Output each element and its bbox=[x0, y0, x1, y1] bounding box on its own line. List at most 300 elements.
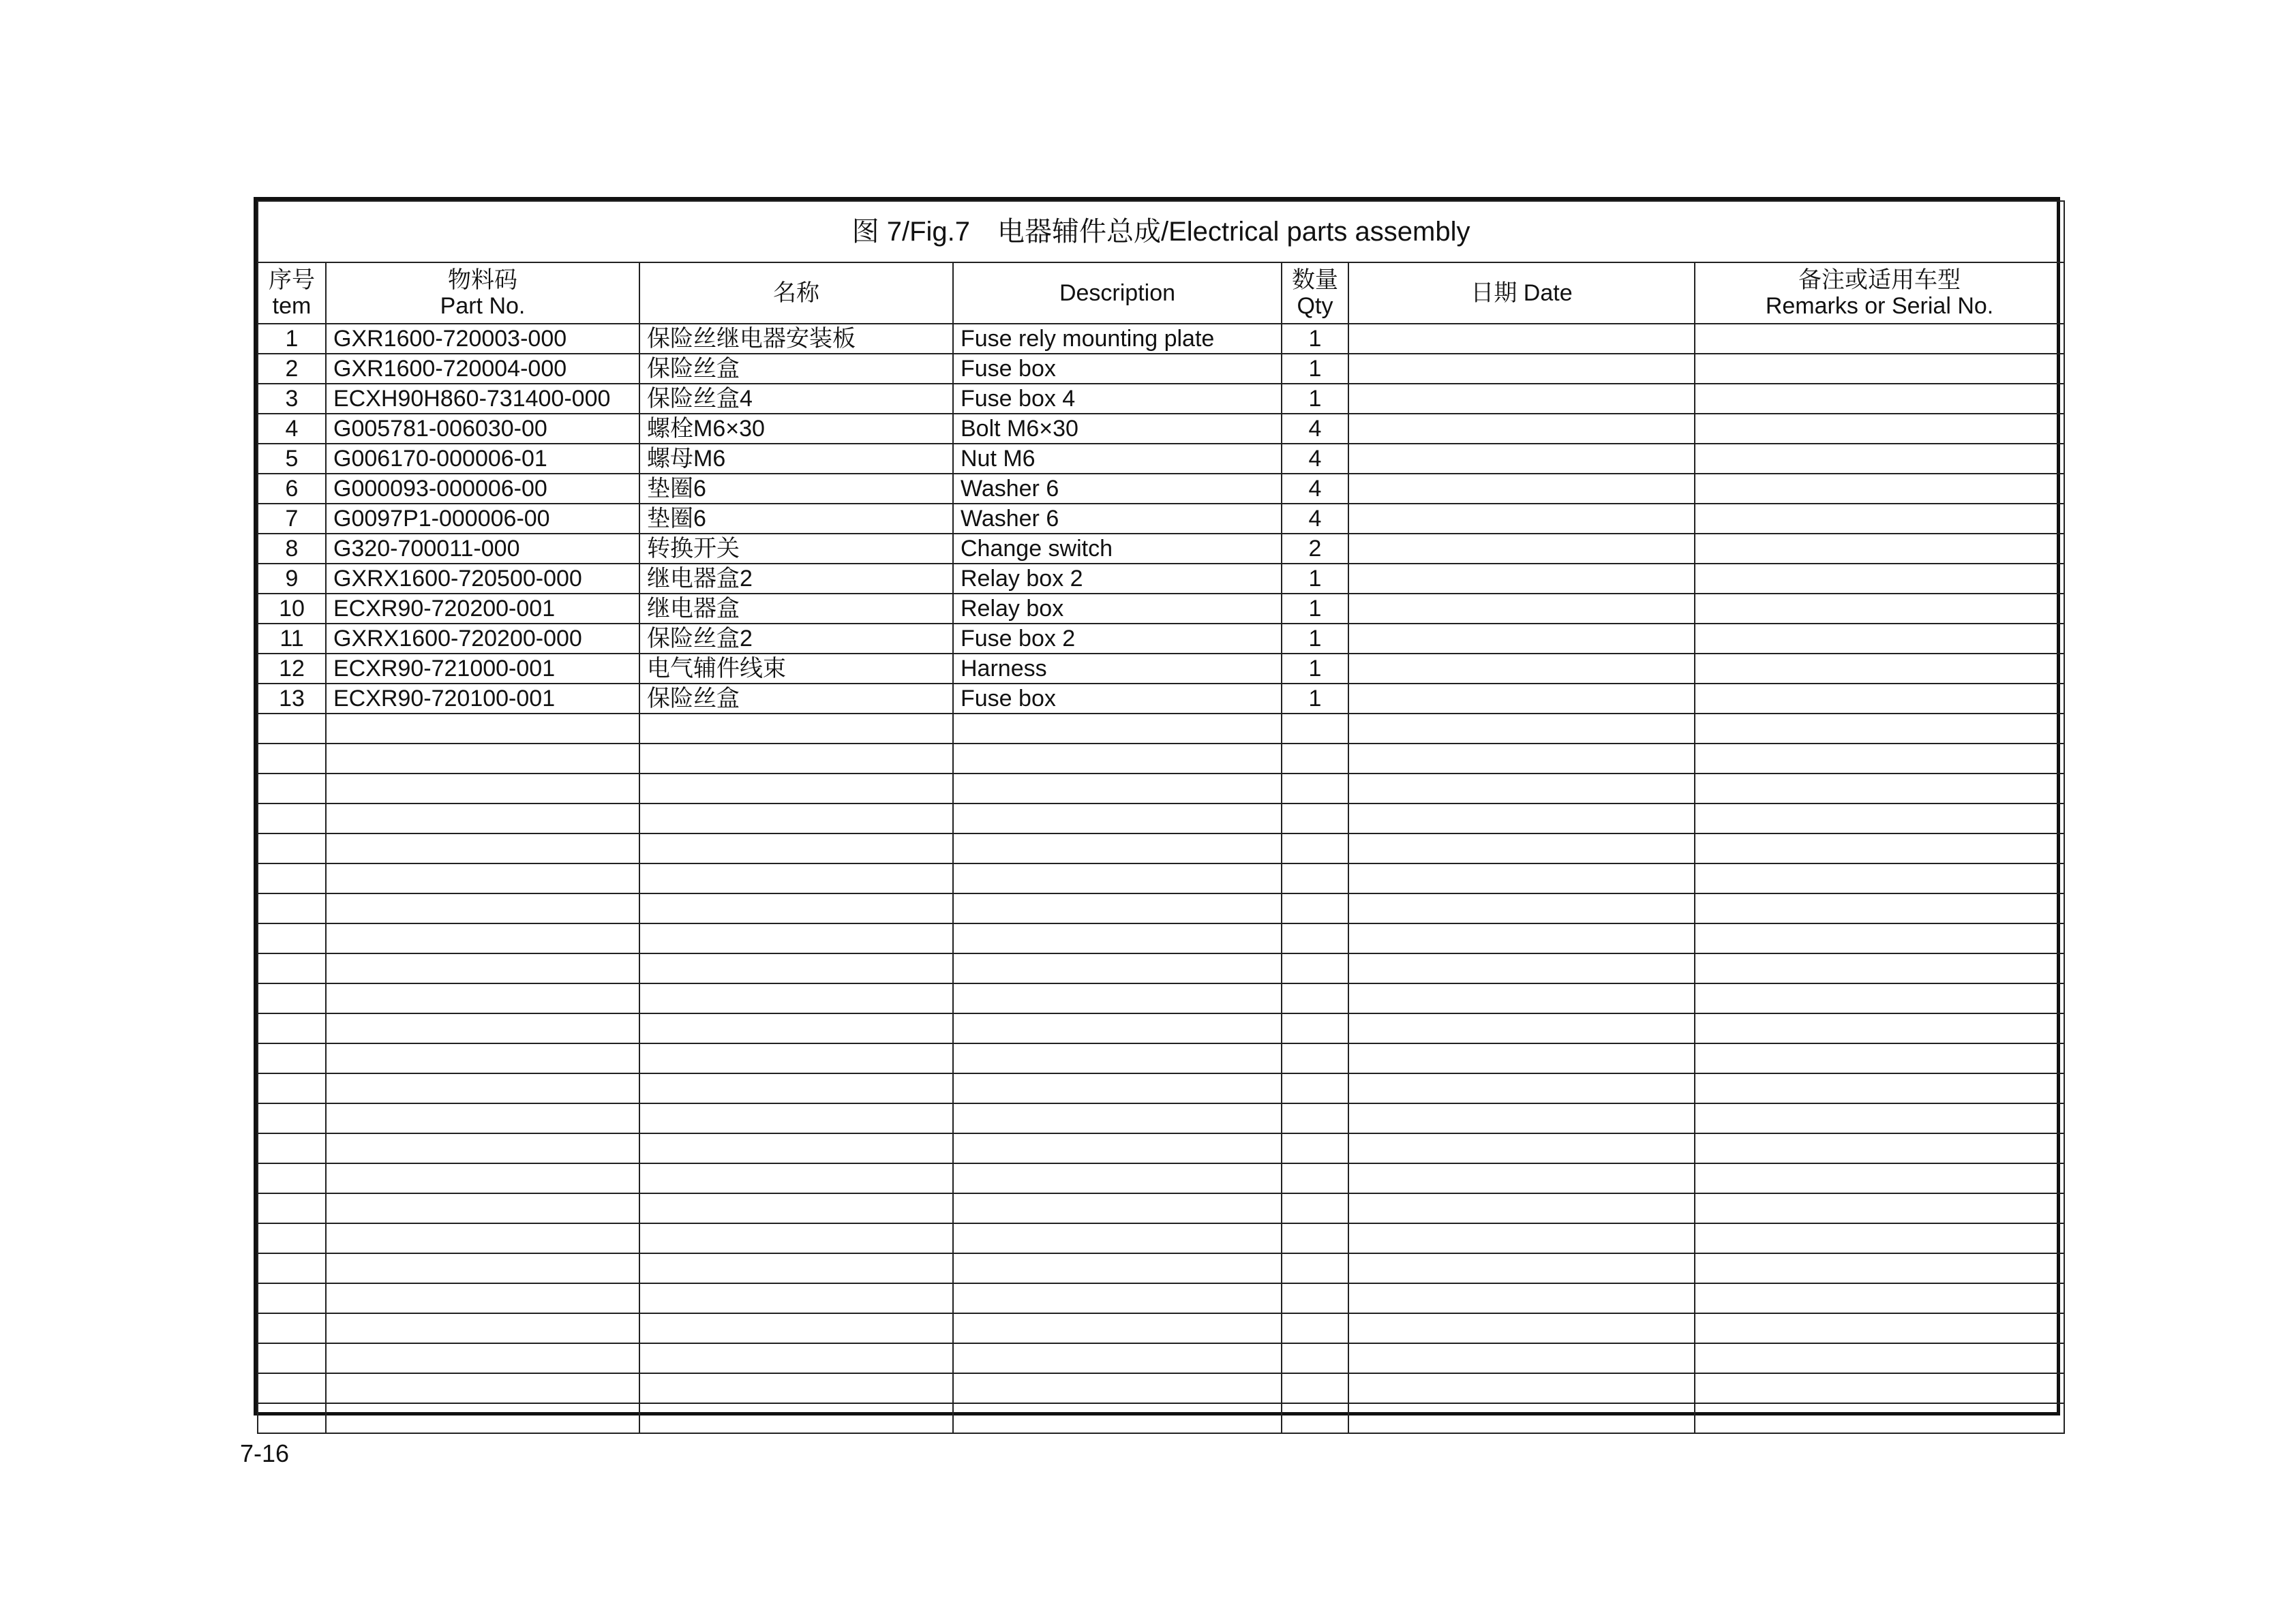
table-row bbox=[258, 1073, 2064, 1103]
cell-part-no: ECXR90-721000-001 bbox=[326, 654, 639, 684]
cell-date bbox=[1348, 1043, 1695, 1073]
cell-description bbox=[953, 1343, 1282, 1373]
cell-part-no bbox=[326, 714, 639, 744]
cell-remarks bbox=[1695, 1193, 2064, 1223]
cell-part-no: GXRX1600-720500-000 bbox=[326, 564, 639, 594]
cell-qty: 2 bbox=[1282, 534, 1348, 564]
cell-part-no: G000093-000006-00 bbox=[326, 474, 639, 504]
cell-date bbox=[1348, 953, 1695, 983]
cell-remarks bbox=[1695, 534, 2064, 564]
cell-name bbox=[639, 1103, 953, 1133]
table-row bbox=[258, 744, 2064, 774]
cell-description: Relay box bbox=[953, 594, 1282, 624]
cell-remarks bbox=[1695, 654, 2064, 684]
cell-description: Bolt M6×30 bbox=[953, 414, 1282, 444]
header-date bbox=[1348, 262, 1695, 324]
header-date-label: 日期 Date bbox=[1470, 280, 1573, 306]
table-row bbox=[258, 1403, 2064, 1433]
cell-date bbox=[1348, 504, 1695, 534]
cell-qty bbox=[1282, 804, 1348, 833]
cell-name bbox=[639, 1073, 953, 1103]
cell-date bbox=[1348, 1283, 1695, 1313]
cell-item bbox=[258, 953, 326, 983]
cell-name bbox=[639, 1013, 953, 1043]
cell-item bbox=[258, 1073, 326, 1103]
cell-description: Fuse rely mounting plate bbox=[953, 324, 1282, 354]
table-row bbox=[258, 1283, 2064, 1313]
cell-name bbox=[639, 774, 953, 804]
cell-part-no bbox=[326, 1043, 639, 1073]
cell-name: 保险丝盒2 bbox=[639, 624, 953, 654]
cell-qty bbox=[1282, 1013, 1348, 1043]
cell-name: 继电器盒 bbox=[639, 594, 953, 624]
cell-qty: 1 bbox=[1282, 594, 1348, 624]
cell-date bbox=[1348, 983, 1695, 1013]
cell-name: 保险丝盒 bbox=[639, 684, 953, 714]
table-row bbox=[258, 1193, 2064, 1223]
table-header-row bbox=[258, 262, 2064, 324]
table-row bbox=[258, 1133, 2064, 1163]
cell-date bbox=[1348, 863, 1695, 893]
cell-name bbox=[639, 953, 953, 983]
cell-item bbox=[258, 863, 326, 893]
cell-qty bbox=[1282, 1043, 1348, 1073]
table-title-row bbox=[258, 201, 2064, 262]
parts-list-table bbox=[257, 200, 2065, 1434]
cell-remarks bbox=[1695, 1073, 2064, 1103]
cell-name: 保险丝盒 bbox=[639, 354, 953, 384]
table-row bbox=[258, 1313, 2064, 1343]
cell-description: Harness bbox=[953, 654, 1282, 684]
cell-remarks bbox=[1695, 833, 2064, 863]
cell-name: 保险丝盒4 bbox=[639, 384, 953, 414]
cell-part-no bbox=[326, 1133, 639, 1163]
cell-description: Fuse box bbox=[953, 354, 1282, 384]
table-row bbox=[258, 624, 2064, 654]
table-row bbox=[258, 324, 2064, 354]
header-part-no bbox=[326, 262, 639, 324]
cell-item: 2 bbox=[258, 354, 326, 384]
cell-remarks bbox=[1695, 863, 2064, 893]
cell-date bbox=[1348, 654, 1695, 684]
header-name bbox=[639, 262, 953, 324]
cell-name bbox=[639, 833, 953, 863]
cell-remarks bbox=[1695, 1283, 2064, 1313]
cell-item bbox=[258, 714, 326, 744]
cell-name bbox=[639, 1223, 953, 1253]
cell-date bbox=[1348, 1133, 1695, 1163]
cell-item bbox=[258, 1103, 326, 1133]
cell-description: Washer 6 bbox=[953, 504, 1282, 534]
cell-remarks bbox=[1695, 804, 2064, 833]
cell-item: 3 bbox=[258, 384, 326, 414]
cell-item bbox=[258, 923, 326, 953]
cell-qty: 1 bbox=[1282, 564, 1348, 594]
cell-remarks bbox=[1695, 983, 2064, 1013]
cell-date bbox=[1348, 833, 1695, 863]
cell-remarks bbox=[1695, 444, 2064, 474]
table-row bbox=[258, 444, 2064, 474]
cell-date bbox=[1348, 594, 1695, 624]
cell-item: 4 bbox=[258, 414, 326, 444]
cell-remarks bbox=[1695, 1163, 2064, 1193]
cell-date bbox=[1348, 1343, 1695, 1373]
cell-date bbox=[1348, 474, 1695, 504]
cell-date bbox=[1348, 714, 1695, 744]
cell-name: 螺栓M6×30 bbox=[639, 414, 953, 444]
cell-remarks bbox=[1695, 714, 2064, 744]
cell-qty bbox=[1282, 1133, 1348, 1163]
cell-remarks bbox=[1695, 893, 2064, 923]
cell-remarks bbox=[1695, 1103, 2064, 1133]
cell-remarks bbox=[1695, 324, 2064, 354]
cell-part-no: GXR1600-720003-000 bbox=[326, 324, 639, 354]
cell-description bbox=[953, 893, 1282, 923]
cell-qty bbox=[1282, 1103, 1348, 1133]
cell-date bbox=[1348, 1223, 1695, 1253]
cell-remarks bbox=[1695, 1133, 2064, 1163]
cell-part-no bbox=[326, 774, 639, 804]
cell-remarks bbox=[1695, 1223, 2064, 1253]
table-row bbox=[258, 863, 2064, 893]
cell-remarks bbox=[1695, 1043, 2064, 1073]
cell-part-no bbox=[326, 1403, 639, 1433]
cell-name bbox=[639, 923, 953, 953]
cell-date bbox=[1348, 534, 1695, 564]
cell-date bbox=[1348, 804, 1695, 833]
cell-part-no bbox=[326, 1283, 639, 1313]
cell-part-no: GXRX1600-720200-000 bbox=[326, 624, 639, 654]
cell-item bbox=[258, 744, 326, 774]
table-row bbox=[258, 564, 2064, 594]
cell-name: 电气辅件线束 bbox=[639, 654, 953, 684]
cell-remarks bbox=[1695, 774, 2064, 804]
cell-qty: 4 bbox=[1282, 504, 1348, 534]
cell-qty: 1 bbox=[1282, 324, 1348, 354]
header-remarks bbox=[1695, 262, 2064, 324]
cell-item: 7 bbox=[258, 504, 326, 534]
cell-part-no bbox=[326, 1103, 639, 1133]
table-row bbox=[258, 414, 2064, 444]
cell-remarks bbox=[1695, 564, 2064, 594]
cell-part-no bbox=[326, 1343, 639, 1373]
cell-description bbox=[953, 983, 1282, 1013]
table-row bbox=[258, 893, 2064, 923]
cell-item bbox=[258, 1133, 326, 1163]
cell-description bbox=[953, 1043, 1282, 1073]
cell-part-no: ECXH90H860-731400-000 bbox=[326, 384, 639, 414]
cell-qty bbox=[1282, 1193, 1348, 1223]
cell-description bbox=[953, 774, 1282, 804]
cell-name bbox=[639, 1253, 953, 1283]
cell-remarks bbox=[1695, 414, 2064, 444]
cell-qty bbox=[1282, 774, 1348, 804]
header-name-cn: 名称 bbox=[773, 280, 819, 306]
cell-name bbox=[639, 1313, 953, 1343]
cell-qty bbox=[1282, 833, 1348, 863]
cell-item bbox=[258, 983, 326, 1013]
cell-part-no: G320-700011-000 bbox=[326, 534, 639, 564]
cell-date bbox=[1348, 893, 1695, 923]
table-row bbox=[258, 654, 2064, 684]
cell-name: 螺母M6 bbox=[639, 444, 953, 474]
cell-item bbox=[258, 774, 326, 804]
cell-qty bbox=[1282, 923, 1348, 953]
table-row bbox=[258, 953, 2064, 983]
cell-part-no bbox=[326, 804, 639, 833]
cell-name: 垫圈6 bbox=[639, 504, 953, 534]
cell-remarks bbox=[1695, 744, 2064, 774]
table-row bbox=[258, 384, 2064, 414]
cell-remarks bbox=[1695, 923, 2064, 953]
table-row bbox=[258, 1043, 2064, 1073]
cell-item: 12 bbox=[258, 654, 326, 684]
table-row bbox=[258, 1103, 2064, 1133]
cell-qty bbox=[1282, 1253, 1348, 1283]
cell-description bbox=[953, 1283, 1282, 1313]
cell-description bbox=[953, 1163, 1282, 1193]
cell-description bbox=[953, 833, 1282, 863]
cell-remarks bbox=[1695, 1313, 2064, 1343]
cell-remarks bbox=[1695, 504, 2064, 534]
table-row bbox=[258, 1373, 2064, 1403]
table-row bbox=[258, 1013, 2064, 1043]
cell-qty bbox=[1282, 1403, 1348, 1433]
cell-remarks bbox=[1695, 1343, 2064, 1373]
cell-part-no bbox=[326, 1163, 639, 1193]
cell-qty: 4 bbox=[1282, 474, 1348, 504]
cell-qty bbox=[1282, 1373, 1348, 1403]
cell-part-no: G006170-000006-01 bbox=[326, 444, 639, 474]
cell-date bbox=[1348, 564, 1695, 594]
cell-name bbox=[639, 1043, 953, 1073]
figure-title: 图 7/Fig.7 电器辅件总成/Electrical parts assembly bbox=[258, 201, 2064, 262]
cell-item bbox=[258, 1283, 326, 1313]
cell-qty: 1 bbox=[1282, 654, 1348, 684]
cell-qty bbox=[1282, 1313, 1348, 1343]
table-row bbox=[258, 684, 2064, 714]
cell-item: 13 bbox=[258, 684, 326, 714]
cell-description: Fuse box 2 bbox=[953, 624, 1282, 654]
cell-remarks bbox=[1695, 684, 2064, 714]
cell-remarks bbox=[1695, 354, 2064, 384]
cell-qty bbox=[1282, 714, 1348, 744]
cell-description bbox=[953, 953, 1282, 983]
table-row bbox=[258, 594, 2064, 624]
cell-description bbox=[953, 744, 1282, 774]
cell-date bbox=[1348, 1403, 1695, 1433]
cell-description bbox=[953, 1013, 1282, 1043]
cell-name bbox=[639, 983, 953, 1013]
cell-name bbox=[639, 1403, 953, 1433]
cell-part-no: GXR1600-720004-000 bbox=[326, 354, 639, 384]
table-row bbox=[258, 1223, 2064, 1253]
header-item bbox=[258, 262, 326, 324]
table-row bbox=[258, 354, 2064, 384]
cell-description: Change switch bbox=[953, 534, 1282, 564]
cell-item bbox=[258, 1373, 326, 1403]
cell-description bbox=[953, 1313, 1282, 1343]
cell-qty bbox=[1282, 1073, 1348, 1103]
cell-name bbox=[639, 1163, 953, 1193]
cell-part-no bbox=[326, 1373, 639, 1403]
cell-date bbox=[1348, 1163, 1695, 1193]
cell-name bbox=[639, 863, 953, 893]
cell-qty: 4 bbox=[1282, 414, 1348, 444]
cell-description: Nut M6 bbox=[953, 444, 1282, 474]
cell-date bbox=[1348, 1253, 1695, 1283]
cell-item bbox=[258, 1253, 326, 1283]
cell-qty bbox=[1282, 863, 1348, 893]
cell-date bbox=[1348, 384, 1695, 414]
cell-qty: 4 bbox=[1282, 444, 1348, 474]
cell-description: Fuse box bbox=[953, 684, 1282, 714]
cell-name bbox=[639, 804, 953, 833]
cell-part-no bbox=[326, 1313, 639, 1343]
cell-part-no bbox=[326, 1073, 639, 1103]
cell-part-no bbox=[326, 833, 639, 863]
cell-qty: 1 bbox=[1282, 384, 1348, 414]
table-row bbox=[258, 1343, 2064, 1373]
cell-description: Washer 6 bbox=[953, 474, 1282, 504]
cell-item: 6 bbox=[258, 474, 326, 504]
cell-qty: 1 bbox=[1282, 354, 1348, 384]
cell-date bbox=[1348, 324, 1695, 354]
cell-part-no: G0097P1-000006-00 bbox=[326, 504, 639, 534]
cell-part-no bbox=[326, 1223, 639, 1253]
cell-name bbox=[639, 1193, 953, 1223]
cell-description bbox=[953, 1103, 1282, 1133]
header-item-cn: 序号 bbox=[269, 267, 315, 293]
cell-description bbox=[953, 1403, 1282, 1433]
cell-item bbox=[258, 893, 326, 923]
cell-part-no bbox=[326, 1193, 639, 1223]
cell-item bbox=[258, 1163, 326, 1193]
cell-item bbox=[258, 1313, 326, 1343]
header-item-en: tem bbox=[272, 293, 312, 319]
cell-remarks bbox=[1695, 953, 2064, 983]
cell-part-no bbox=[326, 1013, 639, 1043]
header-part-no-en: Part No. bbox=[440, 293, 526, 319]
cell-name: 垫圈6 bbox=[639, 474, 953, 504]
cell-qty: 1 bbox=[1282, 624, 1348, 654]
header-qty-en: Qty bbox=[1297, 293, 1333, 319]
cell-qty bbox=[1282, 953, 1348, 983]
cell-part-no: ECXR90-720100-001 bbox=[326, 684, 639, 714]
cell-date bbox=[1348, 774, 1695, 804]
cell-remarks bbox=[1695, 474, 2064, 504]
cell-part-no bbox=[326, 863, 639, 893]
header-qty bbox=[1282, 262, 1348, 324]
cell-description bbox=[953, 1373, 1282, 1403]
cell-name bbox=[639, 744, 953, 774]
cell-qty bbox=[1282, 1223, 1348, 1253]
table-row bbox=[258, 474, 2064, 504]
cell-name bbox=[639, 1373, 953, 1403]
cell-remarks bbox=[1695, 1403, 2064, 1433]
cell-item bbox=[258, 1403, 326, 1433]
cell-part-no bbox=[326, 953, 639, 983]
cell-qty bbox=[1282, 1343, 1348, 1373]
cell-part-no: G005781-006030-00 bbox=[326, 414, 639, 444]
table-row bbox=[258, 923, 2064, 953]
cell-qty bbox=[1282, 1163, 1348, 1193]
cell-description bbox=[953, 714, 1282, 744]
cell-date bbox=[1348, 354, 1695, 384]
cell-qty bbox=[1282, 983, 1348, 1013]
header-qty-cn: 数量 bbox=[1292, 267, 1338, 293]
parts-list-table-frame bbox=[254, 197, 2060, 1416]
cell-date bbox=[1348, 1373, 1695, 1403]
cell-item bbox=[258, 1343, 326, 1373]
cell-item: 9 bbox=[258, 564, 326, 594]
header-description bbox=[953, 262, 1282, 324]
cell-description bbox=[953, 863, 1282, 893]
cell-name bbox=[639, 1343, 953, 1373]
cell-part-no bbox=[326, 923, 639, 953]
cell-remarks bbox=[1695, 624, 2064, 654]
cell-date bbox=[1348, 923, 1695, 953]
cell-item: 10 bbox=[258, 594, 326, 624]
cell-date bbox=[1348, 1013, 1695, 1043]
cell-remarks bbox=[1695, 1373, 2064, 1403]
cell-part-no bbox=[326, 1253, 639, 1283]
cell-date bbox=[1348, 1103, 1695, 1133]
header-remarks-cn: 备注或适用车型 bbox=[1798, 267, 1961, 293]
cell-name bbox=[639, 1133, 953, 1163]
cell-item bbox=[258, 833, 326, 863]
cell-item bbox=[258, 804, 326, 833]
cell-date bbox=[1348, 624, 1695, 654]
cell-date bbox=[1348, 744, 1695, 774]
cell-description bbox=[953, 923, 1282, 953]
cell-item bbox=[258, 1043, 326, 1073]
cell-item bbox=[258, 1013, 326, 1043]
table-row bbox=[258, 714, 2064, 744]
cell-remarks bbox=[1695, 384, 2064, 414]
cell-description bbox=[953, 1193, 1282, 1223]
cell-item bbox=[258, 1193, 326, 1223]
cell-part-no: ECXR90-720200-001 bbox=[326, 594, 639, 624]
cell-description bbox=[953, 1253, 1282, 1283]
table-row bbox=[258, 804, 2064, 833]
cell-name bbox=[639, 1283, 953, 1313]
table-row bbox=[258, 534, 2064, 564]
cell-description: Fuse box 4 bbox=[953, 384, 1282, 414]
table-row bbox=[258, 833, 2064, 863]
cell-part-no bbox=[326, 983, 639, 1013]
header-description-en: Description bbox=[1059, 280, 1176, 306]
header-remarks-en: Remarks or Serial No. bbox=[1765, 293, 1994, 319]
cell-date bbox=[1348, 1073, 1695, 1103]
table-row bbox=[258, 1163, 2064, 1193]
cell-item: 11 bbox=[258, 624, 326, 654]
cell-date bbox=[1348, 444, 1695, 474]
cell-description bbox=[953, 1223, 1282, 1253]
cell-part-no bbox=[326, 744, 639, 774]
cell-item: 1 bbox=[258, 324, 326, 354]
header-part-no-cn: 物料码 bbox=[448, 267, 517, 293]
cell-qty bbox=[1282, 1283, 1348, 1313]
cell-remarks bbox=[1695, 594, 2064, 624]
cell-date bbox=[1348, 1193, 1695, 1223]
cell-name: 保险丝继电器安装板 bbox=[639, 324, 953, 354]
cell-remarks bbox=[1695, 1253, 2064, 1283]
cell-item: 8 bbox=[258, 534, 326, 564]
cell-name: 继电器盒2 bbox=[639, 564, 953, 594]
cell-date bbox=[1348, 1313, 1695, 1343]
cell-item: 5 bbox=[258, 444, 326, 474]
